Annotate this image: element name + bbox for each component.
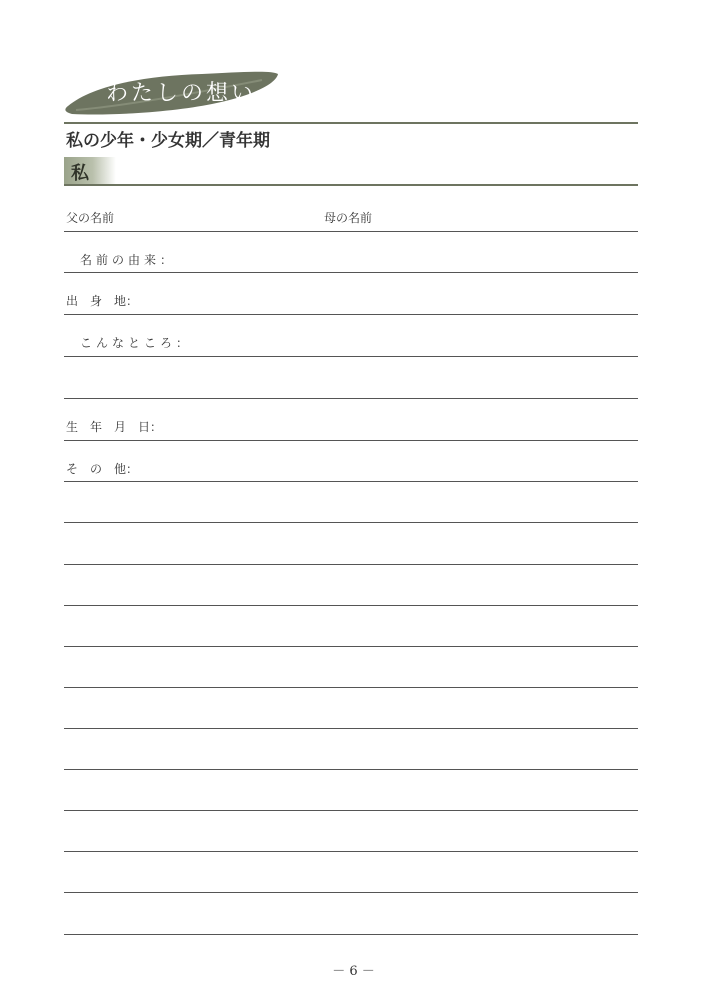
- section-label: [64, 157, 116, 185]
- personality-label: こんなところ：: [80, 336, 193, 350]
- birthplace-label: 出 身 地：: [66, 294, 139, 308]
- other-field-line-5[interactable]: [64, 646, 638, 647]
- other-field-line-1[interactable]: [64, 481, 638, 482]
- page-number: － 6 －: [332, 964, 375, 979]
- birthday-field[interactable]: [64, 440, 638, 441]
- other-field-line-4[interactable]: [64, 605, 638, 606]
- section-label-text: 私: [71, 163, 89, 184]
- other-field-line-8[interactable]: [64, 769, 638, 770]
- father-name-field[interactable]: [64, 231, 638, 232]
- other-field-line-2[interactable]: [64, 522, 638, 523]
- banner-title: わたしの想い: [106, 81, 257, 106]
- birthday-label: 生 年 月 日：: [66, 420, 163, 434]
- other-field-line-11[interactable]: [64, 892, 638, 893]
- other-field-line-9[interactable]: [64, 810, 638, 811]
- other-field-line-3[interactable]: [64, 564, 638, 565]
- other-field-line-12[interactable]: [64, 934, 638, 935]
- other-field-line-10[interactable]: [64, 851, 638, 852]
- father-name-label: 父の名前: [66, 211, 115, 225]
- heading-top-rule: [64, 122, 638, 124]
- name-origin-label: 名前の由来：: [80, 253, 177, 267]
- other-label: そ の 他：: [66, 462, 139, 476]
- name-origin-field[interactable]: [64, 272, 638, 273]
- personality-field-line-2[interactable]: [64, 398, 638, 399]
- other-field-line-7[interactable]: [64, 728, 638, 729]
- other-field-line-6[interactable]: [64, 687, 638, 688]
- birthplace-field[interactable]: [64, 314, 638, 315]
- mother-name-label: 母の名前: [324, 211, 373, 225]
- section-rule: [64, 184, 638, 186]
- title-banner: [62, 66, 282, 118]
- page-heading: 私の少年・少女期／青年期: [66, 131, 270, 151]
- personality-field-line-1[interactable]: [64, 356, 638, 357]
